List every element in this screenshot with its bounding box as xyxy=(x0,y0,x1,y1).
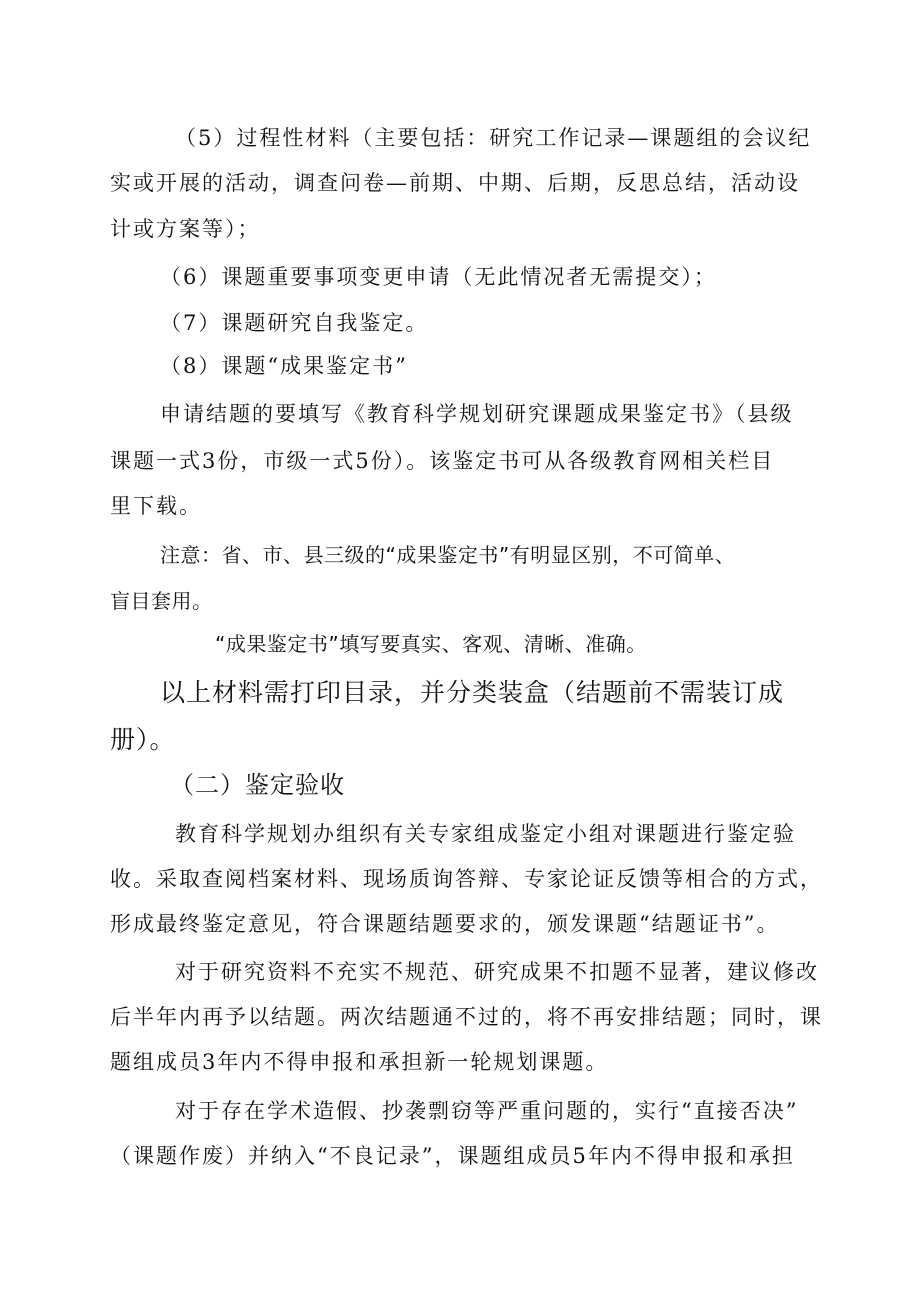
print-note-line-1: 以上材料需打印目录，并分类装盒（结题前不需装订成 xyxy=(160,678,785,707)
item-5-line-2: 实或开展的活动，调查问卷—前期、中期、后期，反思总结，活动设 xyxy=(110,171,800,195)
print-note-line-2: 册）。 xyxy=(110,725,176,754)
apply-line-2: 课题一式3份，市级一式5份）。该鉴定书可从各级教育网相关栏目 xyxy=(110,449,775,473)
notice-line-1: 注意：省、市、县三级的“成果鉴定书”有明显区别，不可简单、 xyxy=(160,543,736,567)
item-8-line-1: （8）课题“成果鉴定书” xyxy=(160,354,408,378)
para-3-line-1: 对于存在学术造假、抄袭剽窃等严重问题的，实行“直接否决” xyxy=(175,1099,799,1123)
item-6-line-1: （6）课题重要事项变更申请（无此情况者无需提交）； xyxy=(160,265,717,289)
para-2-line-1: 对于研究资料不充实不规范、研究成果不扣题不显著，建议修改 xyxy=(175,960,819,984)
apply-line-3: 里下载。 xyxy=(110,494,202,518)
para-1-line-2: 收。采取查阅档案材料、现场质询答辩、专家论证反馈等相合的方式， xyxy=(110,867,823,891)
para-2-line-3: 题组成员3年内不得申报和承担新一轮规划课题。 xyxy=(110,1050,609,1074)
apply-line-1: 申请结题的要填写《教育科学规划研究课题成果鉴定书》（县级 xyxy=(160,402,794,426)
para-1-line-1: 教育科学规划办组织有关专家组成鉴定小组对课题进行鉴定验 xyxy=(175,822,796,846)
item-7-line-1: （7）课题研究自我鉴定。 xyxy=(160,311,429,335)
item-5-line-1: （5）过程性材料（主要包括：研究工作记录—课题组的会议纪 xyxy=(175,126,812,150)
para-1-line-3: 形成最终鉴定意见，符合课题结题要求的，颁发课题“结题证书”。 xyxy=(110,912,780,936)
para-3-line-2: （课题作废）并纳入“不良记录”，课题组成员5年内不得申报和承担 xyxy=(110,1144,795,1168)
item-5-line-3: 计或方案等）； xyxy=(110,217,261,241)
section-heading: （二）鉴定验收 xyxy=(170,771,345,799)
notice-center-line: “成果鉴定书”填写要真实、客观、清晰、准确。 xyxy=(215,632,647,656)
notice-line-2: 盲目套用。 xyxy=(110,589,213,613)
para-2-line-2: 后半年内再予以结题。两次结题通不过的，将不再安排结题；同时，课 xyxy=(110,1005,823,1029)
